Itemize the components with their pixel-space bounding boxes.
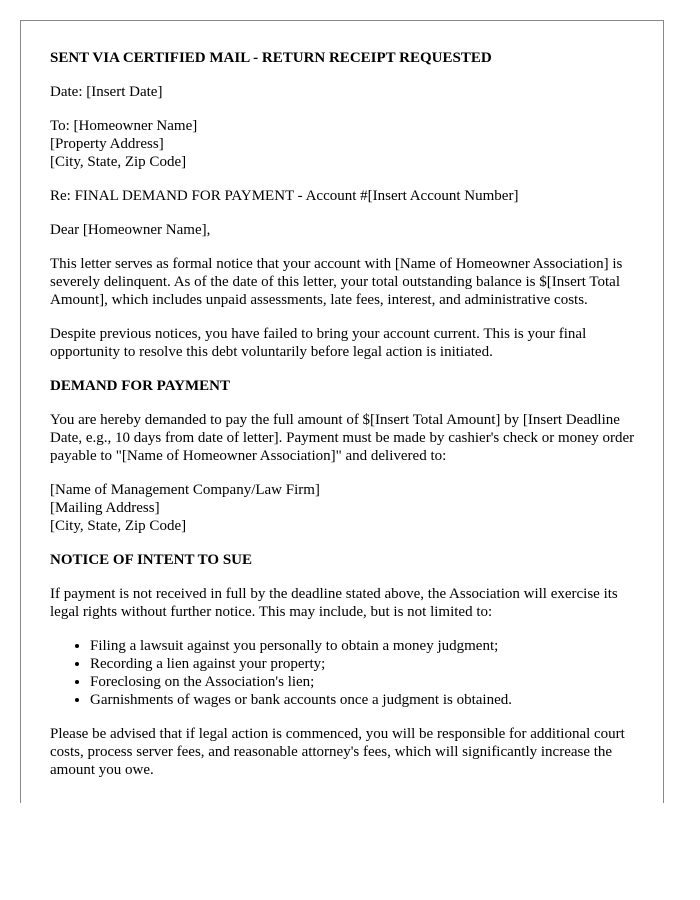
date-line: Date: [Insert Date] — [50, 84, 163, 100]
list-item: • Recording a lien against your property; — [90, 655, 640, 673]
closing-paragraph: Please be advised that if legal action is commenced, you will be responsible for additional court costs, process server fees, and reasonable attorney's fees, which will significantly increase the amount you owe. — [50, 726, 625, 778]
demand-paragraph: You are hereby demanded to pay the full amount of $[Insert Total Amount] by [Insert Deadline Date, e.g., 10 days from date of letter]. Payment must be made by cashier's check or money order payable to "[Name of Homeowner Association]" and delivered to: — [50, 412, 635, 464]
intent-heading: NOTICE OF INTENT TO SUE — [50, 552, 253, 568]
letter-content — [50, 49, 640, 795]
list-item: • Foreclosing on the Association's lien; — [90, 673, 640, 691]
payment-address-block — [50, 481, 640, 535]
recipient-city: [City, State, Zip Code] — [50, 154, 187, 170]
list-item: • Filing a lawsuit against you personally to obtain a money judgment; — [90, 637, 640, 655]
recipient-address: [Property Address] — [50, 136, 164, 152]
intent-paragraph: If payment is not received in full by the deadline stated above, the Association will exercise its legal rights without further notice. This may include, but is not limited to: — [50, 586, 618, 620]
legal-actions-list — [50, 637, 640, 709]
demand-heading: DEMAND FOR PAYMENT — [50, 378, 230, 394]
recipient-block — [50, 117, 640, 171]
salutation: Dear [Homeowner Name], — [50, 222, 211, 238]
list-item: • Garnishments of wages or bank accounts once a judgment is obtained. — [90, 691, 640, 709]
payment-payee: [Name of Management Company/Law Firm] — [50, 482, 320, 498]
body-paragraph-final-opportunity: Despite previous notices, you have failed to bring your account current. This is your final opportunity to resolve this debt voluntarily before legal action is initiated. — [50, 326, 587, 360]
re-line: Re: FINAL DEMAND FOR PAYMENT - Account #[Insert Account Number] — [50, 188, 519, 204]
recipient-name: To: [Homeowner Name] — [50, 118, 198, 134]
mail-notice-heading: SENT VIA CERTIFIED MAIL - RETURN RECEIPT REQUESTED — [50, 50, 492, 66]
letter-page — [20, 20, 664, 803]
payment-city: [City, State, Zip Code] — [50, 518, 187, 534]
payment-mailing-address: [Mailing Address] — [50, 500, 160, 516]
body-paragraph-delinquency: This letter serves as formal notice that your account with [Name of Homeowner Association] is severely delinquent. As of the date of this letter, your total outstanding balance is $[Insert Total Amount], which includes unpaid assessments, late fees, interest, and administrative costs. — [50, 256, 623, 308]
